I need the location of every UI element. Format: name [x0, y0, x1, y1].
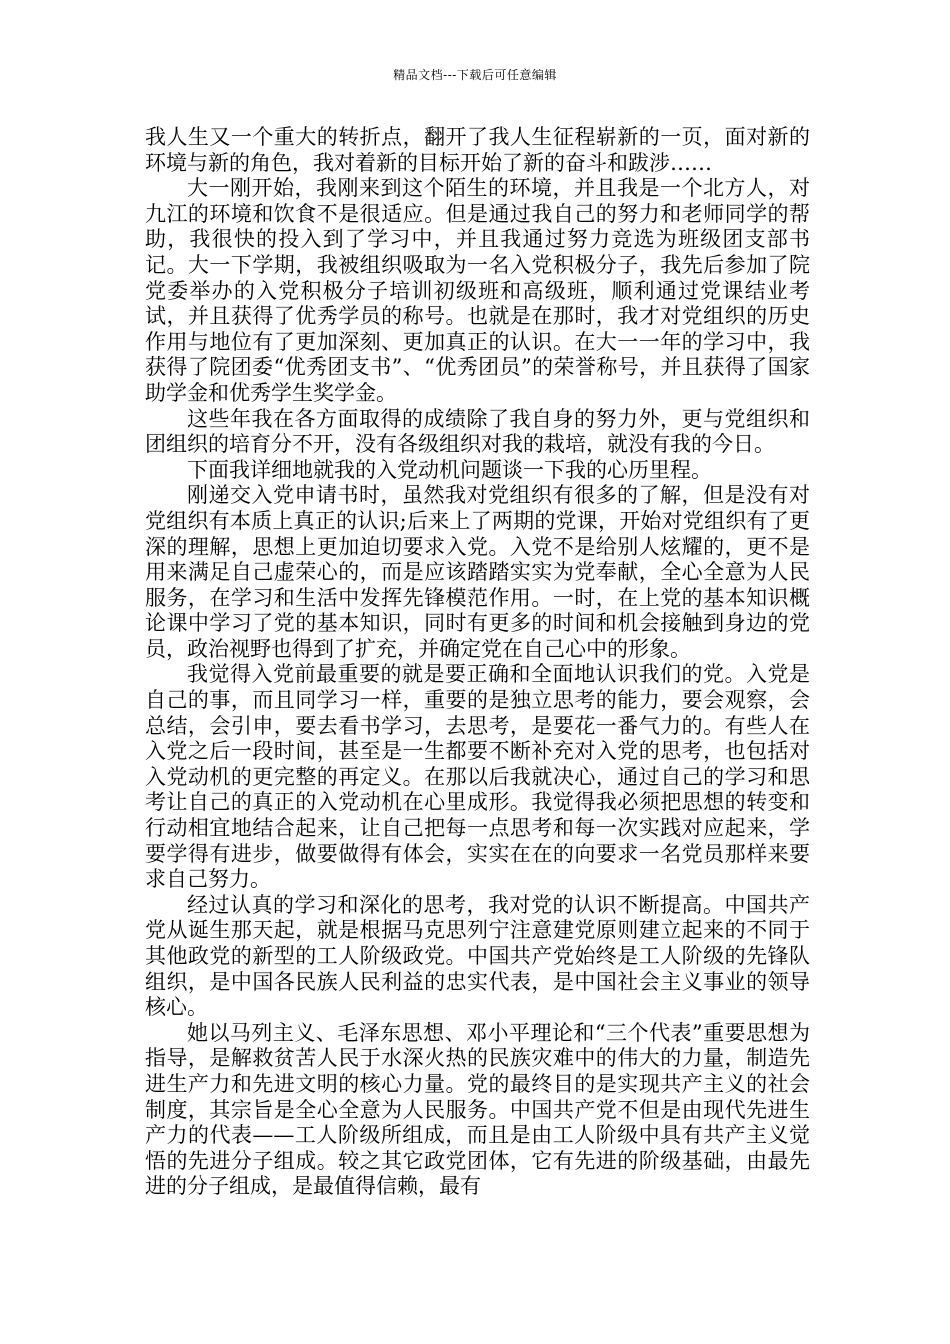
- page-header: 精品文档---下载后可任意编辑: [393, 68, 557, 82]
- paragraph-6: 我觉得入党前最重要的就是要正确和全面地认识我们的党。入党是自己的事，而且同学习一样，重要的是独立思考的能力，要会观察，会总结，会引申，要去看书学习，去思考，是要花一番气力的。有些人在入党之后一段时间，甚至是一生都要不断补充对入党的思考，也包括对入党动机的更完整的再定义。在那以后我就决心，通过自己的学习和思考让自己的真正的入党动机在心里成形。我觉得我必须把思想的转变和行动相宜地结合起来，让自己把每一点思考和每一次实践对应起来，学要学得有进步，做要做得有体会，实实在在的向要求一名党员那样来要求自己努力。: [145, 662, 810, 892]
- document-body: [145, 125, 810, 1200]
- paragraph-4: 下面我详细地就我的入党动机问题谈一下我的心历里程。: [187, 457, 712, 482]
- paragraph-8: 她以马列主义、毛泽东思想、邓小平理论和“三个代表”重要思想为指导，是解救贫苦人民于水深火热的民族灾难中的伟大的力量，制造先进生产力和先进文明的核心力量。党的最终目的是实现共产主义的社会制度，其宗旨是全心全意为人民服务。中国共产党不但是由现代先进生产力的代表——工人阶级所组成，而且是由工人阶级中具有共产主义觉悟的先进分子组成。较之其它政党团体，它有先进的阶级基础，由最先进的分子组成，是最值得信赖，最有: [145, 1020, 810, 1199]
- paragraph-2: 大一刚开始，我刚来到这个陌生的环境，并且我是一个北方人，对九江的环境和饮食不是很适应。但是通过我自己的努力和老师同学的帮助，我很快的投入到了学习中，并且我通过努力竞选为班级团支部书记。大一下学期，我被组织吸取为一名入党积极分子，我先后参加了院党委举办的入党积极分子培训初级班和高级班，顺利通过党课结业考试，并且获得了优秀学员的称号。也就是在那时，我才对党组织的历史作用与地位有了更加深刻、更加真正的认识。在大一一年的学习中，我获得了院团委“优秀团支书”、“优秀团员”的荣誉称号，并且获得了国家助学金和优秀学生奖学金。: [145, 176, 810, 405]
- paragraph-5: 刚递交入党申请书时，虽然我对党组织有很多的了解，但是没有对党组织有本质上真正的认识;后来上了两期的党课，开始对党组织有了更深的理解，思想上更加迫切要求入党。入党不是给别人炫耀的，更不是用来满足自己虚荣心的，而是应该踏踏实实为党奉献，全心全意为人民服务，在学习和生活中发挥先锋模范作用。一时，在上党的基本知识概论课中学习了党的基本知识，同时有更多的时间和机会接触到身边的党员，政治视野也得到了扩充，并确定党在自己心中的形象。: [145, 483, 810, 661]
- paragraph-7: 经过认真的学习和深化的思考，我对党的认识不断提高。中国共产党从诞生那天起，就是根据马克思列宁注意建党原则建立起来的不同于其他政党的新型的工人阶级政党。中国共产党始终是工人阶级的先锋队组织，是中国各民族人民利益的忠实代表，是中国社会主义事业的领导核心。: [145, 892, 810, 1020]
- paragraph-3: 这些年我在各方面取得的成绩除了我自身的努力外，更与党组织和团组织的培育分不开，没有各级组织对我的栽培，就没有我的今日。: [145, 406, 810, 457]
- paragraph-1: 我人生又一个重大的转折点，翻开了我人生征程崭新的一页，面对新的环境与新的角色，我对着新的目标开始了新的奋斗和跋涉……: [145, 125, 810, 175]
